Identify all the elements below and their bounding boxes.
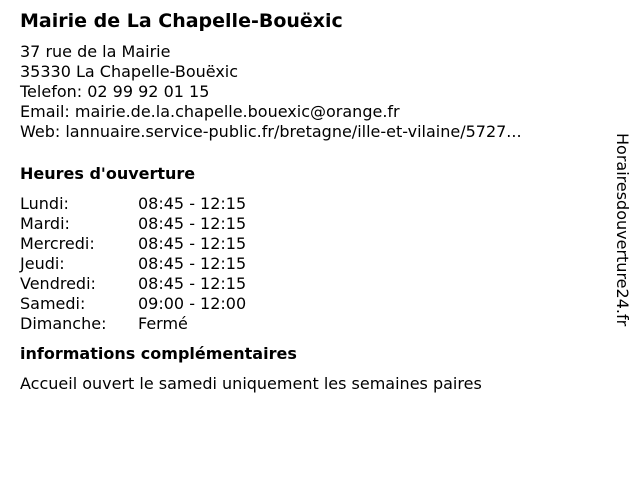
day-label: Samedi: (20, 294, 86, 313)
email-line: Email: mairie.de.la.chapelle.bouexic@orange.fr (20, 102, 400, 121)
time-range: 08:45 - 12:15 (138, 234, 247, 253)
office-details (20, 8, 600, 394)
time-range: 09:00 - 12:00 (138, 294, 247, 313)
hours-row-thursday (20, 254, 600, 274)
hours-row-sunday (20, 314, 600, 334)
address-city: 35330 La Chapelle-Bouëxic (20, 62, 239, 81)
hours-row-wednesday (20, 234, 600, 254)
hours-row-saturday (20, 294, 600, 314)
additional-info-text: Accueil ouvert le samedi uniquement les semaines paires (20, 374, 482, 393)
time-range: 08:45 - 12:15 (138, 254, 247, 273)
hours-row-tuesday (20, 214, 600, 234)
time-range: 08:45 - 12:15 (138, 274, 247, 293)
site-watermark: Horairesdouverture24.fr (613, 133, 632, 327)
page-title: Mairie de La Chapelle-Bouëxic (20, 10, 343, 32)
time-range: 08:45 - 12:15 (138, 194, 247, 213)
opening-hours-table (20, 194, 600, 334)
day-label: Jeudi: (20, 254, 65, 273)
phone-line: Telefon: 02 99 92 01 15 (20, 82, 210, 101)
hours-row-monday (20, 194, 600, 214)
day-label: Dimanche: (20, 314, 107, 333)
time-range: Fermé (138, 314, 188, 333)
hours-row-friday (20, 274, 600, 294)
address-street: 37 rue de la Mairie (20, 42, 171, 61)
day-label: Vendredi: (20, 274, 96, 293)
day-label: Mercredi: (20, 234, 95, 253)
web-line: Web: lannuaire.service-public.fr/bretagne/ille-et-vilaine/5727... (20, 122, 522, 141)
time-range: 08:45 - 12:15 (138, 214, 247, 233)
day-label: Lundi: (20, 194, 69, 213)
opening-hours-heading: Heures d'ouverture (20, 164, 196, 183)
additional-info-heading: informations complémentaires (20, 344, 297, 363)
day-label: Mardi: (20, 214, 70, 233)
